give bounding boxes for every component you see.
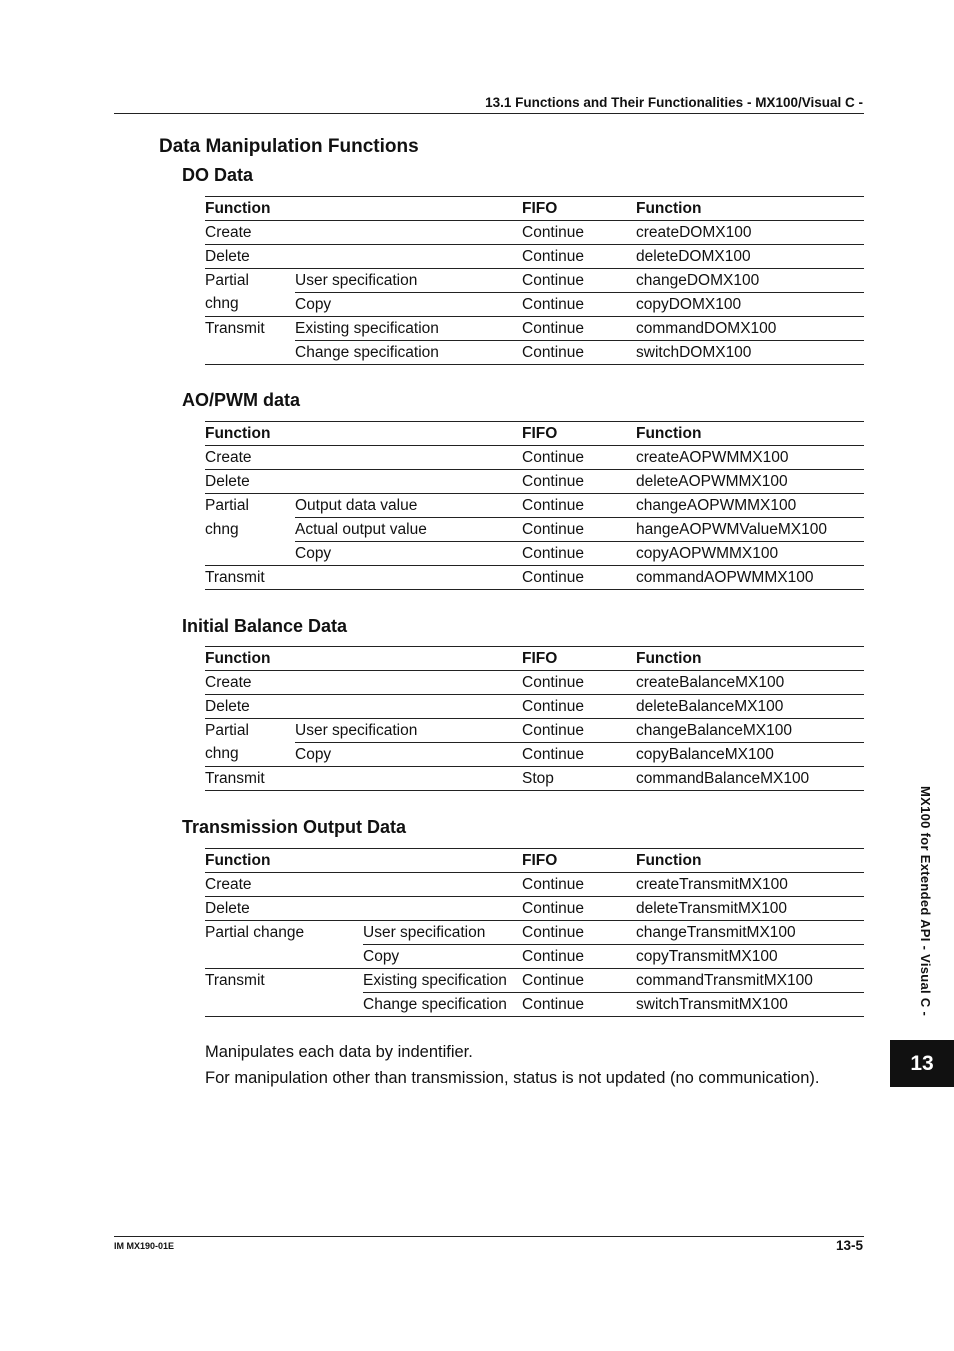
table-row: [205, 221, 864, 245]
function-name-cell: createTransmitMX100: [636, 873, 864, 897]
fifo-cell: Continue: [522, 518, 636, 542]
operation-cell: Create: [205, 671, 295, 695]
fifo-cell: Continue: [522, 945, 636, 969]
fifo-cell: Continue: [522, 921, 636, 945]
function-name-cell: switchDOMX100: [636, 341, 864, 365]
function-name-cell: commandDOMX100: [636, 317, 864, 341]
transmission-output-table: [205, 848, 864, 1017]
detail-cell: Existing specification: [295, 317, 522, 341]
table-row: [205, 245, 864, 269]
operation-cell: Delete: [205, 897, 363, 921]
function-name-cell: createDOMX100: [636, 221, 864, 245]
detail-cell: [363, 897, 522, 921]
operation-cell: Transmit: [205, 319, 265, 337]
function-name-cell: commandTransmitMX100: [636, 969, 864, 993]
detail-cell: [295, 671, 522, 695]
detail-cell: [295, 446, 522, 470]
detail-cell: User specification: [295, 719, 522, 743]
operation-cell: Create: [205, 221, 295, 245]
function-name-cell: changeTransmitMX100: [636, 921, 864, 945]
running-header: 13.1 Functions and Their Functionalities - MX100/Visual C -: [485, 95, 863, 110]
function-name-cell: copyBalanceMX100: [636, 743, 864, 767]
fifo-cell: Continue: [522, 245, 636, 269]
detail-cell: [295, 221, 522, 245]
table-row: [205, 695, 864, 719]
function-name-cell: deleteBalanceMX100: [636, 695, 864, 719]
detail-cell: [295, 566, 522, 590]
operation-cell: Transmit: [205, 767, 295, 791]
chapter-tab: 13: [890, 1040, 954, 1087]
column-header-function-name: Function: [636, 422, 864, 446]
fifo-cell: Continue: [522, 470, 636, 494]
table-row: [205, 542, 864, 566]
table-row: [205, 269, 864, 293]
fifo-cell: Continue: [522, 969, 636, 993]
fifo-cell: Continue: [522, 494, 636, 518]
column-header-fifo: FIFO: [522, 849, 636, 873]
table-row: [205, 341, 864, 365]
operation-cell: Partial change: [205, 923, 305, 941]
table-row: [205, 671, 864, 695]
detail-cell: Copy: [363, 945, 522, 969]
table-row: [205, 767, 864, 791]
detail-cell: [295, 245, 522, 269]
operation-cell: chng: [205, 293, 295, 317]
operation-cell: chng: [205, 743, 295, 767]
fifo-cell: Continue: [522, 873, 636, 897]
operation-cell: [205, 945, 363, 969]
fifo-cell: Continue: [522, 317, 636, 341]
detail-cell: Existing specification: [363, 969, 522, 993]
column-header-fifo: FIFO: [522, 422, 636, 446]
detail-cell: Output data value: [295, 494, 522, 518]
fifo-cell: Continue: [522, 695, 636, 719]
detail-cell: [295, 695, 522, 719]
function-name-cell: changeDOMX100: [636, 269, 864, 293]
detail-cell: User specification: [295, 269, 522, 293]
fifo-cell: Continue: [522, 341, 636, 365]
operation-cell: Transmit: [205, 971, 265, 989]
function-name-cell: switchTransmitMX100: [636, 993, 864, 1017]
function-name-cell: changeBalanceMX100: [636, 719, 864, 743]
operation-cell: Create: [205, 873, 363, 897]
column-header-function: Function: [205, 849, 522, 873]
operation-cell: Partial: [205, 721, 249, 739]
page-number: 13-5: [835, 1238, 863, 1253]
function-name-cell: commandAOPWMMX100: [636, 566, 864, 590]
operation-cell: Create: [205, 446, 295, 470]
detail-cell: User specification: [363, 921, 522, 945]
fifo-cell: Continue: [522, 743, 636, 767]
table-row: [205, 317, 864, 341]
footer-rule: [114, 1236, 864, 1237]
function-name-cell: deleteDOMX100: [636, 245, 864, 269]
function-name-cell: copyAOPWMMX100: [636, 542, 864, 566]
column-header-function-name: Function: [636, 849, 864, 873]
column-header-fifo: FIFO: [522, 647, 636, 671]
operation-cell: [205, 341, 295, 365]
section-title-transmission-output: Transmission Output Data: [182, 817, 407, 837]
detail-cell: [363, 873, 522, 897]
table-row: [205, 518, 864, 542]
function-name-cell: commandBalanceMX100: [636, 767, 864, 791]
document-id: IM MX190-01E: [114, 1241, 175, 1251]
header-rule: [114, 113, 864, 114]
section-title-ao-pwm: AO/PWM data: [182, 390, 301, 410]
table-row: [205, 743, 864, 767]
side-chapter-label: MX100 for Extended API - Visual C -: [918, 786, 933, 1017]
table-row: [205, 945, 864, 969]
detail-cell: Copy: [295, 743, 522, 767]
detail-cell: Actual output value: [295, 518, 522, 542]
fifo-cell: Continue: [522, 542, 636, 566]
fifo-cell: Continue: [522, 993, 636, 1017]
operation-cell: chng: [205, 520, 239, 538]
operation-cell: [205, 542, 295, 566]
detail-cell: Copy: [295, 293, 522, 317]
function-name-cell: hangeAOPWMValueMX100: [636, 518, 864, 542]
column-header-function: Function: [205, 422, 522, 446]
fifo-cell: Continue: [522, 221, 636, 245]
function-name-cell: copyDOMX100: [636, 293, 864, 317]
operation-cell: [205, 993, 363, 1017]
fifo-cell: Continue: [522, 671, 636, 695]
table-row: [205, 897, 864, 921]
detail-cell: Copy: [295, 542, 522, 566]
table-row: [205, 446, 864, 470]
operation-cell: Delete: [205, 695, 295, 719]
table-row: [205, 873, 864, 897]
fifo-cell: Continue: [522, 446, 636, 470]
detail-cell: [295, 767, 522, 791]
table-row: [205, 921, 864, 945]
table-row: [205, 969, 864, 993]
table-row: [205, 993, 864, 1017]
detail-cell: [295, 470, 522, 494]
fifo-cell: Stop: [522, 767, 636, 791]
do-data-table: [205, 196, 864, 365]
operation-cell: Transmit: [205, 566, 295, 590]
column-header-fifo: FIFO: [522, 197, 636, 221]
page-title: Data Manipulation Functions: [159, 136, 419, 157]
fifo-cell: Continue: [522, 269, 636, 293]
operation-cell: Partial: [205, 496, 249, 514]
column-header-function: Function: [205, 197, 522, 221]
operation-cell: Delete: [205, 245, 295, 269]
fifo-cell: Continue: [522, 897, 636, 921]
note-line: For manipulation other than transmission, status is not updated (no communication).: [205, 1069, 820, 1087]
detail-cell: Change specification: [295, 341, 522, 365]
fifo-cell: Continue: [522, 719, 636, 743]
table-row: [205, 293, 864, 317]
detail-cell: Change specification: [363, 993, 522, 1017]
column-header-function-name: Function: [636, 197, 864, 221]
function-name-cell: deleteTransmitMX100: [636, 897, 864, 921]
table-row: [205, 470, 864, 494]
fifo-cell: Continue: [522, 566, 636, 590]
section-title-do-data: DO Data: [182, 165, 254, 185]
column-header-function: Function: [205, 647, 522, 671]
function-name-cell: changeAOPWMMX100: [636, 494, 864, 518]
function-name-cell: copyTransmitMX100: [636, 945, 864, 969]
function-name-cell: createBalanceMX100: [636, 671, 864, 695]
table-row: [205, 566, 864, 590]
column-header-function-name: Function: [636, 647, 864, 671]
section-title-initial-balance: Initial Balance Data: [182, 616, 348, 636]
fifo-cell: Continue: [522, 293, 636, 317]
function-name-cell: createAOPWMMX100: [636, 446, 864, 470]
initial-balance-table: [205, 646, 864, 791]
note-line: Manipulates each data by indentifier.: [205, 1043, 473, 1061]
table-row: [205, 494, 864, 518]
operation-cell: Partial: [205, 271, 249, 289]
operation-cell: Delete: [205, 470, 295, 494]
function-name-cell: deleteAOPWMMX100: [636, 470, 864, 494]
table-row: [205, 719, 864, 743]
ao-pwm-table: [205, 421, 864, 590]
